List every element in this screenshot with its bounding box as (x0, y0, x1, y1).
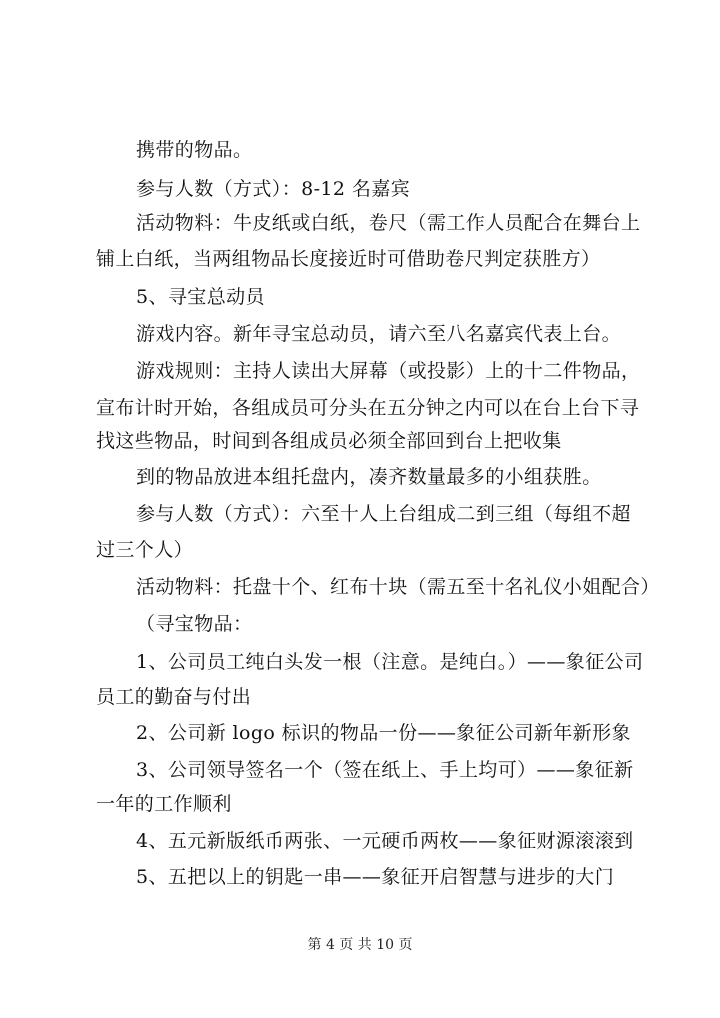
list-item: 1、公司员工纯白头发一根（注意。是纯白。）——象征公司 (136, 651, 644, 673)
text-line: 宣布计时开始，各组成员可分头在五分钟之内可以在台上台下寻 (96, 397, 640, 419)
text-line: 到的物品放进本组托盘内，凑齐数量最多的小组获胜。 (136, 466, 602, 488)
text-line: 参与人数（方式）：六至十人上台组成二到三组（每组不超 (136, 503, 631, 525)
list-item-continuation: 员工的勤奋与付出 (96, 686, 252, 708)
text-line: 找这些物品，时间到各组成员必须全部回到台上把收集 (96, 430, 562, 452)
page-number: 第 4 页 共 10 页 (307, 937, 413, 953)
list-item: 3、公司领导签名一个（签在纸上、手上均可）——象征新 (136, 759, 634, 781)
text-line: 活动物料：托盘十个、红布十块（需五至十名礼仪小姐配合） (136, 576, 660, 598)
text-line: （寻宝物品： (136, 613, 253, 635)
text-line: 过三个人） (96, 539, 194, 561)
section-heading: 5、寻宝总动员 (136, 286, 265, 308)
text-line: 游戏内容。新年寻宝总动员，请六至八名嘉宾代表上台。 (136, 323, 622, 345)
text-line: 游戏规则：主持人读出大屏幕（或投影）上的十二件物品， (136, 360, 641, 382)
list-item-continuation: 一年的工作顺利 (96, 793, 232, 815)
text-line: 参与人数（方式）：8-12 名嘉宾 (136, 178, 411, 200)
text-line: 铺上白纸，当两组物品长度接近时可借助卷尺判定获胜方） (96, 248, 601, 270)
text-line: 活动物料：牛皮纸或白纸，卷尺（需工作人员配合在舞台上 (136, 212, 641, 234)
list-item: 2、公司新 logo 标识的物品一份——象征公司新年新形象 (136, 722, 631, 744)
list-item: 5、五把以上的钥匙一串——象征开启智慧与进步的大门 (136, 866, 615, 888)
text-line: 携带的物品。 (136, 139, 253, 161)
list-item: 4、五元新版纸币两张、一元硬币两枚——象征财源滚滚到 (136, 830, 634, 852)
